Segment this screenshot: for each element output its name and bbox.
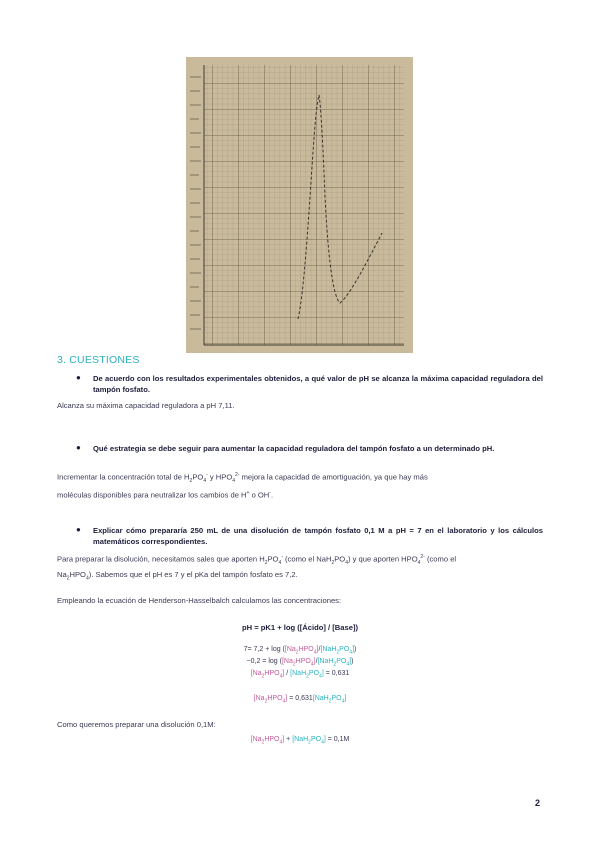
henderson-hasselbalch-equation: pH = pK1 + log ([Ácido] / [Base]) [241,623,359,632]
graph-paper [186,57,413,353]
equation-1: $7= 7,2 + \log ([Na_2HPO_4]/[NaH_2PO_4])$ [243,646,357,656]
equation-2: $-0,2 = \log ([Na_2HPO_4]/[NaH_2PO_4])$ [246,658,354,668]
equation-3: $[Na_2HPO_4] / [NaH_2PO_4] = 0,631$ [250,670,350,680]
question-2: Qué estrategia se debe seguir para aumentar la capacidad reguladora del tampón fosfato a un determinado pH. [93,444,495,453]
answer-2: Incrementar la concentración total de $H_2PO_4^-$ y $HPO_4^{2-}$ mejora la capacidad de amortiguación, ya que hay más moléculas disponibles para neutralizar los cambios de H+ o OH-. [57,472,428,500]
equation-4: $[Na_2HPO_4] = 0,631[NaH_2PO_4]$ [253,695,347,705]
answer-3-paragraph-3: Como queremos preparar una disolución 0,1M: [57,720,216,729]
bullet-1: ● [76,373,81,382]
bullet-2: ● [76,443,81,452]
answer-3-paragraph-1: Para preparar la disolución, necesitamos sales que aporten $H_2PO_4^-$ (como el $NaH_2PO_4$) y que aporten $HPO_4^{2-}$ (como el $Na_2HPO_4$). Sabemos que el pH es 7 y el pKa del tampón fosfato es 7,2. [57,554,457,582]
question-1: De acuerdo con los resultados experimentales obtenidos, a qué valor de pH se alcanza la máxima capacidad reguladora del tampón fosfato. [93,374,543,394]
bullet-3: ● [76,525,81,534]
section-title: 3. CUESTIONES [57,354,140,366]
answer-3-paragraph-2: Empleando la ecuación de Henderson-Hasselbalch calculamos las concentraciones: [57,596,342,605]
titration-graph-photo [186,57,413,353]
page-number: 2 [535,798,541,808]
grid [204,65,404,345]
answer-1: Alcanza su máxima capacidad reguladora a pH 7,11. [57,401,235,410]
equation-5: $[Na_2HPO_4] + [NaH_2PO_4] = 0,1M$ [250,736,350,746]
question-3: Explicar cómo prepararía 250 mL de una disolución de tampón fosfato 0,1 M a pH = 7 en el laboratorio y los cálculos matemáticos correspondientes. [93,526,543,546]
